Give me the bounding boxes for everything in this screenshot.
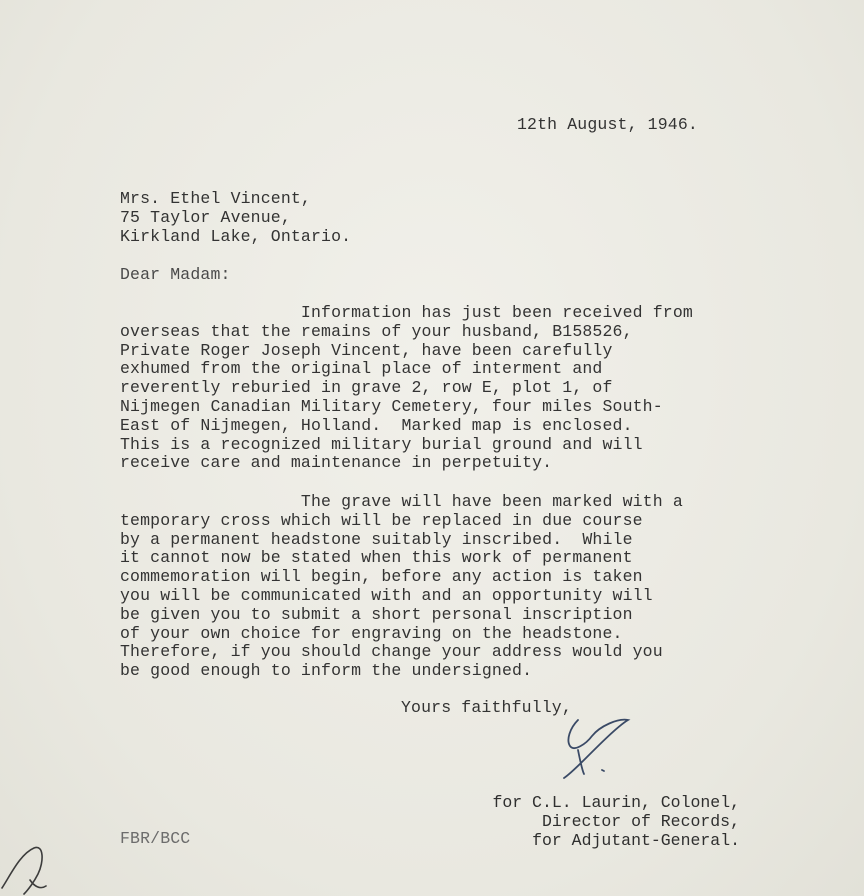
paragraph-line: reverently reburied in grave 2, row E, plot 1, of bbox=[120, 378, 613, 398]
paragraph-line: exhumed from the original place of interment and bbox=[120, 359, 603, 379]
complimentary-closing: Yours faithfully, bbox=[401, 698, 572, 717]
signatory-line-1: for C.L. Laurin, Colonel, bbox=[492, 793, 740, 812]
handwritten-signature bbox=[548, 714, 638, 784]
salutation: Dear Madam: bbox=[120, 265, 231, 284]
paragraph-line: This is a recognized military burial ground and will bbox=[120, 434, 643, 454]
paragraph-line: be good enough to inform the undersigned. bbox=[120, 661, 533, 681]
recipient-line-2: 75 Taylor Avenue, bbox=[120, 207, 291, 227]
signatory-block bbox=[440, 793, 740, 850]
paragraph-line: temporary cross which will be replaced in due course bbox=[120, 510, 643, 530]
recipient-address bbox=[120, 190, 351, 246]
recipient-line-3: Kirkland Lake, Ontario. bbox=[120, 226, 352, 246]
paragraph-line: be given you to submit a short personal inscription bbox=[120, 604, 633, 624]
paragraph-line: you will be communicated with and an opportunity will bbox=[120, 585, 653, 605]
paragraph-2 bbox=[120, 493, 683, 681]
paragraph-line: by a permanent headstone suitably inscribed. While bbox=[120, 529, 633, 549]
paragraph-line: overseas that the remains of your husband, B158526, bbox=[120, 321, 633, 341]
paragraph-line: Nijmegen Canadian Military Cemetery, four miles South- bbox=[120, 396, 663, 416]
letter-date: 12th August, 1946. bbox=[517, 115, 698, 134]
paragraph-1 bbox=[120, 304, 693, 473]
signatory-line-3: for Adjutant-General. bbox=[532, 831, 740, 850]
paragraph-line: Information has just been received from bbox=[120, 303, 693, 322]
handwritten-margin-mark bbox=[0, 840, 50, 896]
paragraph-line: of your own choice for engraving on the headstone. bbox=[120, 623, 623, 643]
reference-initials: FBR/BCC bbox=[120, 829, 191, 848]
paragraph-line: Therefore, if you should change your address would you bbox=[120, 642, 663, 662]
paragraph-line: Private Roger Joseph Vincent, have been carefully bbox=[120, 340, 613, 360]
recipient-line-1: Mrs. Ethel Vincent, bbox=[120, 189, 311, 208]
paragraph-line: commemoration will begin, before any action is taken bbox=[120, 567, 643, 587]
signatory-line-2: Director of Records, bbox=[541, 812, 740, 831]
paragraph-line: receive care and maintenance in perpetuity. bbox=[120, 453, 553, 473]
paragraph-line: East of Nijmegen, Holland. Marked map is enclosed. bbox=[120, 415, 633, 435]
paragraph-line: The grave will have been marked with a bbox=[120, 492, 683, 511]
paragraph-line: it cannot now be stated when this work of permanent bbox=[120, 548, 633, 568]
